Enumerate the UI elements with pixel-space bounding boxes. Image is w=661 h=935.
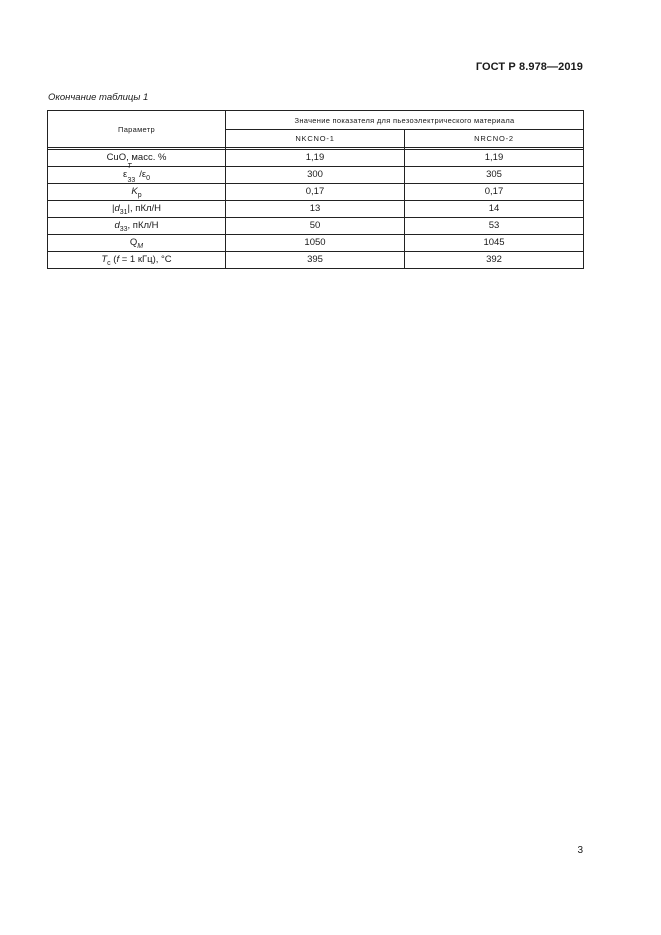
header-material-2: NRCNO-2 bbox=[405, 130, 584, 148]
param-symbol-d31: $|d_{31}|$, пКл/Н bbox=[111, 203, 162, 216]
table-row bbox=[48, 201, 584, 218]
row-param-tc bbox=[48, 252, 226, 269]
row-param-d31 bbox=[48, 201, 226, 218]
data-table bbox=[47, 110, 584, 269]
row-param-qm bbox=[48, 235, 226, 252]
header-material-1: NKCNO-1 bbox=[226, 130, 405, 148]
table-cell: 14 bbox=[405, 201, 584, 218]
page-number: 3 bbox=[577, 845, 583, 856]
row-param-cuo: CuO, масс. % bbox=[48, 150, 226, 167]
table-cell: 53 bbox=[405, 218, 584, 235]
row-param-d33 bbox=[48, 218, 226, 235]
table-cell: 1045 bbox=[405, 235, 584, 252]
table-cell: 1,19 bbox=[405, 150, 584, 167]
table-cell: 305 bbox=[405, 167, 584, 184]
row-param-kp bbox=[48, 184, 226, 201]
table-cell: 0,17 bbox=[405, 184, 584, 201]
param-symbol-tc: $T_c$ (f = 1 кГц), °С bbox=[101, 254, 172, 267]
table-cell: 392 bbox=[405, 252, 584, 269]
param-symbol-d33: $d_{33}$, пКл/Н bbox=[114, 220, 159, 233]
row-param-permittivity bbox=[48, 162, 226, 184]
table-cell: 300 bbox=[226, 167, 405, 184]
table-row bbox=[48, 218, 584, 235]
table-row bbox=[48, 235, 584, 252]
table-cell: 50 bbox=[226, 218, 405, 235]
table-cell: 0,17 bbox=[226, 184, 405, 201]
document-code: ГОСТ Р 8.978—2019 bbox=[475, 61, 583, 73]
table-caption: Окончание таблицы 1 bbox=[48, 92, 149, 103]
param-symbol-kp: $K_p$ bbox=[131, 186, 142, 199]
table-cell: 13 bbox=[226, 201, 405, 218]
header-parameter: Параметр bbox=[48, 111, 226, 148]
param-symbol-qm: $Q_M$ bbox=[129, 237, 144, 250]
table-cell: 395 bbox=[226, 252, 405, 269]
param-symbol-permittivity: $\varepsilon^T_{33}/\varepsilon_0$ bbox=[122, 162, 151, 184]
table-cell: 1050 bbox=[226, 235, 405, 252]
table-row bbox=[48, 252, 584, 269]
table-cell: 1,19 bbox=[226, 150, 405, 167]
table-row bbox=[48, 184, 584, 201]
header-material-group: Значение показателя для пьезоэлектрического материала bbox=[226, 111, 584, 130]
table-row bbox=[48, 167, 584, 184]
